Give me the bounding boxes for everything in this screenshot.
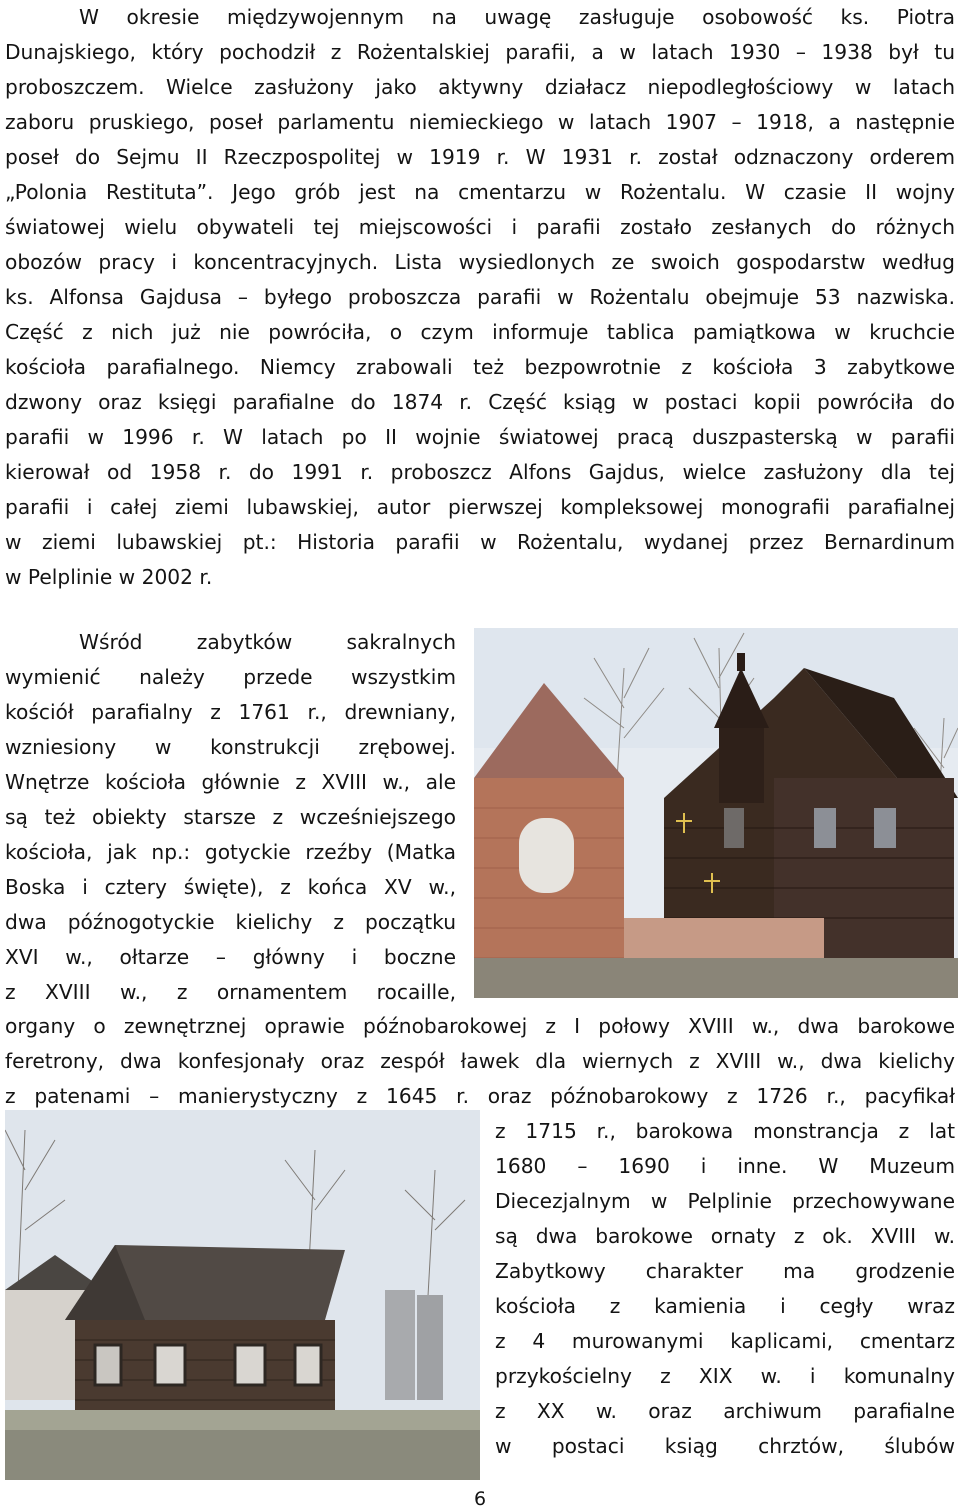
text-line: W okresie międzywojennym na uwagę zasługuje osobowość ks. Piotra [79, 5, 955, 29]
wooden-church-image [474, 628, 958, 998]
text-line: Wśród zabytków sakralnych [79, 630, 456, 654]
text-line: Wnętrze kościoła głównie z XVIII w., ale [5, 770, 456, 794]
text-line: kościół parafialny z 1761 r., drewniany, [5, 700, 456, 724]
text-line: z XVIII w., z ornamentem rocaille, [5, 980, 456, 1004]
text-line: „Polonia Restituta”. Jego grób jest na cmentarzu w Rożentalu. W czasie II wojny [5, 180, 955, 204]
text-line: parafii i całej ziemi lubawskiej, autor pierwszej kompleksowej monografii parafialnej [5, 495, 955, 519]
paragraph-2-full [5, 1009, 955, 1114]
house-photo [5, 1110, 480, 1480]
text-line: obozów pracy i koncentracyjnych. Lista wysiedlonych ze swoich gospodarstw według [5, 250, 955, 274]
text-line: Boska i cztery święte), z końca XV w., [5, 875, 456, 899]
text-line: proboszczem. Wielce zasłużony jako aktywny działacz niepodległościowy w latach [5, 75, 955, 99]
text-line: z XX w. oraz archiwum parafialne [495, 1399, 955, 1423]
text-line: dzwony oraz księgi parafialne do 1874 r. Część ksiąg w postaci kopii powróciła do [5, 390, 955, 414]
paragraph-1 [5, 0, 955, 595]
text-line: Dunajskiego, który pochodził z Rożentalskiej parafii, a w latach 1930 – 1938 był tu [5, 40, 955, 64]
text-line: poseł do Sejmu II Rzeczpospolitej w 1919 r. W 1931 r. został odznaczony orderem [5, 145, 955, 169]
text-line: 1680 – 1690 i inne. W Muzeum [495, 1154, 955, 1178]
text-line: Diecezjalnym w Pelplinie przechowywane [495, 1189, 955, 1213]
text-line: z 1715 r., barokowa monstrancja z lat [495, 1119, 955, 1143]
paragraph-2-right [495, 1114, 955, 1464]
text-line: światowej wielu obywateli tej miejscowości i parafii zostało zesłanych do różnych [5, 215, 955, 239]
text-line: w Pelplinie w 2002 r. [5, 565, 213, 589]
text-line: XVI w., ołtarze – główny i boczne [5, 945, 456, 969]
text-line: wzniesiony w konstrukcji zrębowej. [5, 735, 456, 759]
text-line: feretrony, dwa konfesjonały oraz zespół ławek dla wiernych z XVIII w., dwa kielichy [5, 1049, 955, 1073]
text-line: organy o zewnętrznej oprawie późnobarokowej z I połowy XVIII w., dwa barokowe [5, 1014, 955, 1038]
text-line: Część z nich już nie powróciła, o czym informuje tablica pamiątkowa w kruchcie [5, 320, 955, 344]
text-line: kościoła parafialnego. Niemcy zrabowali też bezpowrotnie z kościoła 3 zabytkowe [5, 355, 955, 379]
text-line: kierował od 1958 r. do 1991 r. proboszcz Alfons Gajdus, wielce zasłużony dla tej [5, 460, 955, 484]
text-line: w postaci ksiąg chrztów, ślubów [495, 1434, 955, 1458]
text-line: Zabytkowy charakter ma grodzenie [495, 1259, 955, 1283]
text-line: są dwa barokowe ornaty z ok. XVIII w. [495, 1224, 955, 1248]
text-line: dwa późnogotyckie kielichy z początku [5, 910, 456, 934]
wooden-house-image [5, 1110, 480, 1480]
text-line: kościoła, jak np.: gotyckie rzeźby (Matka [5, 840, 456, 864]
church-photo [474, 628, 958, 998]
text-line: z patenami – manierystyczny z 1645 r. oraz późnobarokowy z 1726 r., pacyfikał [5, 1084, 955, 1108]
text-line: przykościelny z XIX w. i komunalny [495, 1364, 955, 1388]
text-line: są też obiekty starsze z wcześniejszego [5, 805, 456, 829]
paragraph-2-narrow [5, 625, 456, 1010]
page-number: 6 [473, 1488, 487, 1510]
text-line: parafii w 1996 r. W latach po II wojnie światowej pracą duszpasterską w parafii [5, 425, 955, 449]
text-line: kościoła z kamienia i cegły wraz [495, 1294, 955, 1318]
text-line: z 4 murowanymi kaplicami, cmentarz [495, 1329, 955, 1353]
text-line: zaboru pruskiego, poseł parlamentu niemieckiego w latach 1907 – 1918, a następnie [5, 110, 955, 134]
text-line: w ziemi lubawskiej pt.: Historia parafii w Rożentalu, wydanej przez Bernardinum [5, 530, 955, 554]
text-line: wymienić należy przede wszystkim [5, 665, 456, 689]
text-line: ks. Alfonsa Gajdusa – byłego proboszcza parafii w Rożentalu obejmuje 53 nazwiska. [5, 285, 955, 309]
